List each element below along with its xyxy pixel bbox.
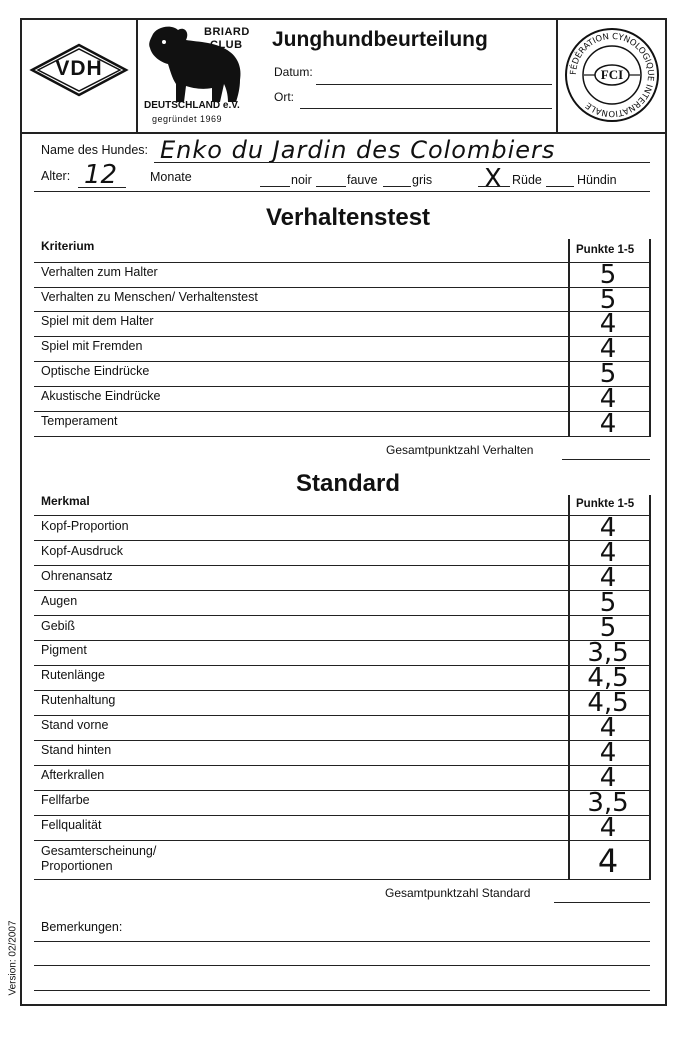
standard-row-label: Stand vorne — [41, 718, 109, 732]
remarks-line-2[interactable] — [34, 965, 650, 966]
standard-line-10 — [34, 765, 650, 766]
verhalten-line-3 — [34, 336, 650, 337]
standard-line-8 — [34, 715, 650, 716]
standard-line-1 — [34, 540, 650, 541]
verhalten-criterion-header: Kriterium — [41, 239, 95, 253]
verhalten-points-header: Punkte 1-5 — [576, 244, 635, 256]
club-name-line-1: BRIARD — [204, 26, 250, 38]
verhalten-total-label: Gesamtpunktzahl Verhalten — [386, 443, 534, 457]
standard-points-divider — [568, 495, 570, 880]
gris-blank[interactable] — [383, 186, 411, 187]
standard-total-label: Gesamtpunktzahl Standard — [385, 886, 531, 900]
remarks-label: Bemerkungen: — [41, 920, 123, 934]
vdh-logo-text: VDH — [55, 57, 103, 80]
remarks-line-1[interactable] — [34, 941, 650, 942]
verhalten-line-2 — [34, 311, 650, 312]
briard-club-logo — [140, 20, 260, 130]
version-label: Version: 02/2007 — [7, 920, 19, 996]
standard-line-11 — [34, 790, 650, 791]
huendin-label: Hündin — [577, 173, 617, 187]
verhalten-row-label: Verhalten zu Menschen/ Verhaltenstest — [41, 290, 258, 304]
dog-name-field-line — [154, 162, 650, 163]
verhalten-row-label: Spiel mit dem Halter — [41, 314, 154, 328]
standard-row-label: Fellqualität — [41, 818, 102, 832]
verhalten-score[interactable]: 5 — [599, 260, 617, 290]
ruede-check-mark[interactable]: X — [484, 164, 502, 194]
dog-name-label: Name des Hundes: — [41, 143, 149, 157]
standard-row-label: Stand hinten — [41, 743, 112, 757]
standard-row-label: Kopf-Proportion — [41, 519, 129, 533]
standard-score[interactable]: 3,5 — [587, 788, 629, 818]
standard-score[interactable]: 3,5 — [587, 638, 629, 668]
verhalten-row-label: Verhalten zum Halter — [41, 265, 158, 279]
standard-line-5 — [34, 640, 650, 641]
page-title: Junghundbeurteilung — [272, 28, 488, 51]
standard-line-4 — [34, 615, 650, 616]
standard-line-13 — [34, 840, 650, 841]
standard-points-header: Punkte 1-5 — [576, 498, 635, 510]
standard-line-6 — [34, 665, 650, 666]
standard-row-label: Gebiß — [41, 619, 76, 633]
standard-row-label: Gesamterscheinung/ — [41, 844, 157, 858]
standard-row-label: Fellfarbe — [41, 793, 90, 807]
huendin-blank[interactable] — [546, 186, 574, 187]
monate-label: Monate — [150, 170, 192, 184]
ort-field-line[interactable] — [300, 108, 552, 109]
standard-line-3 — [34, 590, 650, 591]
verhalten-points-divider — [568, 239, 570, 437]
club-name-line-2: CLUB — [210, 39, 243, 51]
noir-blank[interactable] — [260, 186, 290, 187]
dog-name-value[interactable]: Enko du Jardin des Colombiers — [160, 136, 556, 164]
verhalten-line-1 — [34, 287, 650, 288]
vdh-logo — [28, 42, 130, 98]
standard-line-14 — [34, 879, 650, 880]
verhalten-row-label: Spiel mit Fremden — [41, 339, 143, 353]
verhalten-line-7 — [34, 436, 650, 437]
standard-score[interactable]: 5 — [599, 588, 617, 618]
alter-value[interactable]: 12 — [84, 160, 118, 190]
datum-field-line[interactable] — [316, 84, 552, 85]
standard-table-right — [649, 495, 651, 880]
standard-row-label: Pigment — [41, 643, 87, 657]
standard-score[interactable]: 4 — [597, 842, 619, 880]
standard-total-field[interactable] — [554, 902, 650, 903]
standard-row-label: Ohrenansatz — [41, 569, 113, 583]
verhalten-line-5 — [34, 386, 650, 387]
standard-score[interactable]: 4 — [599, 813, 617, 843]
header-divider-left — [136, 18, 138, 132]
standard-score[interactable]: 4,5 — [587, 688, 629, 718]
standard-row-label: Afterkrallen — [41, 768, 105, 782]
fci-seal — [560, 22, 664, 128]
standard-row-label: Proportionen — [41, 859, 113, 873]
verhalten-table-right — [649, 239, 651, 437]
fci-ring-text: FÉDÉRATION CYNOLOGIQUE INTERNATIONALE — [568, 31, 656, 119]
verhalten-row-label: Akustische Eindrücke — [41, 389, 161, 403]
verhalten-row-label: Optische Eindrücke — [41, 364, 150, 378]
standard-line-2 — [34, 565, 650, 566]
noir-label: noir — [291, 173, 312, 187]
header-divider-right — [556, 18, 558, 132]
alter-field-line — [78, 187, 126, 188]
verhalten-score[interactable]: 4 — [599, 409, 617, 439]
verhalten-total-field[interactable] — [562, 459, 650, 460]
verhalten-line-4 — [34, 361, 650, 362]
standard-score[interactable]: 5 — [599, 613, 617, 643]
verhalten-row-label: Temperament — [41, 414, 118, 428]
verhalten-score[interactable]: 4 — [599, 384, 617, 414]
standard-row-label: Kopf-Ausdruck — [41, 544, 123, 558]
verhaltenstest-title: Verhaltenstest — [265, 204, 431, 231]
standard-score[interactable]: 4 — [599, 738, 617, 768]
alter-label: Alter: — [41, 169, 71, 183]
standard-score[interactable]: 4 — [599, 563, 617, 593]
club-founded: gegründet 1969 — [152, 114, 223, 124]
standard-row-label: Rutenhaltung — [41, 693, 116, 707]
verhalten-score[interactable]: 4 — [599, 334, 617, 364]
verhalten-line-6 — [34, 411, 650, 412]
verhalten-score[interactable]: 4 — [599, 309, 617, 339]
ruede-blank — [478, 186, 510, 187]
standard-line-9 — [34, 740, 650, 741]
fauve-blank[interactable] — [316, 186, 346, 187]
standard-score[interactable]: 4 — [599, 713, 617, 743]
standard-line-12 — [34, 815, 650, 816]
verhalten-score[interactable]: 5 — [599, 359, 617, 389]
standard-row-label: Augen — [41, 594, 78, 608]
header-bottom-border — [20, 132, 667, 134]
standard-score[interactable]: 4,5 — [587, 663, 629, 693]
standard-score[interactable]: 4 — [599, 763, 617, 793]
ort-label: Ort: — [274, 90, 294, 104]
verhalten-line-0 — [34, 262, 650, 263]
ruede-label: Rüde — [512, 173, 542, 187]
standard-score[interactable]: 4 — [599, 538, 617, 568]
standard-line-7 — [34, 690, 650, 691]
standard-criterion-header: Merkmal — [41, 494, 90, 508]
datum-label: Datum: — [274, 65, 313, 79]
standard-score[interactable]: 4 — [599, 513, 617, 543]
verhalten-score[interactable]: 5 — [599, 285, 617, 315]
fci-text: FCI — [600, 67, 624, 82]
standard-title: Standard — [295, 470, 400, 497]
dog-info-separator — [34, 191, 650, 192]
club-name-line-3: DEUTSCHLAND e.V. — [144, 100, 240, 111]
remarks-line-3[interactable] — [34, 990, 650, 991]
standard-row-label: Rutenlänge — [41, 668, 105, 682]
standard-line-0 — [34, 515, 650, 516]
fauve-label: fauve — [347, 173, 378, 187]
gris-label: gris — [412, 173, 433, 187]
